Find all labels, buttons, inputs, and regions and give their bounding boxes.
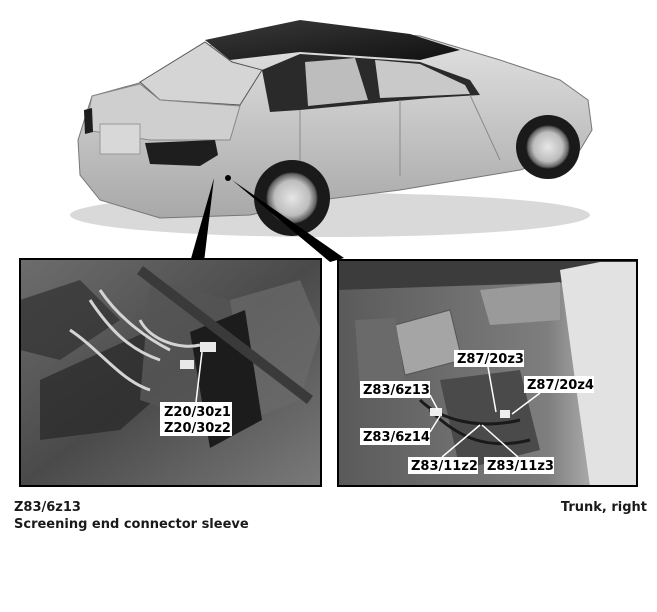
caption-code: Z83/6z13 bbox=[14, 500, 81, 515]
car-taillight-left bbox=[84, 108, 93, 134]
caption-location: Trunk, right bbox=[560, 500, 647, 515]
callout-z87-20z4: Z87/20z4 bbox=[527, 378, 594, 393]
callout-z87-20z3: Z87/20z3 bbox=[457, 352, 524, 367]
callout-z83-11z2: Z83/11z2 bbox=[411, 459, 478, 474]
callout-z83-6z14: Z83/6z14 bbox=[363, 430, 430, 445]
car-plate-area bbox=[100, 124, 140, 154]
callout-z20-30z2: Z20/30z2 bbox=[164, 421, 231, 436]
callout-z83-6z13: Z83/6z13 bbox=[363, 383, 430, 398]
car-illustration bbox=[70, 20, 592, 237]
car-roof bbox=[205, 20, 460, 60]
car-location-marker bbox=[225, 175, 231, 181]
detail-photo-left bbox=[20, 259, 321, 486]
callout-z83-11z3: Z83/11z3 bbox=[487, 459, 554, 474]
car-front-wheel-rim bbox=[527, 126, 569, 168]
callout-z20-30z1: Z20/30z1 bbox=[164, 405, 231, 420]
caption-description: Screening end connector sleeve bbox=[14, 517, 249, 532]
detail-photo-right bbox=[338, 260, 637, 486]
